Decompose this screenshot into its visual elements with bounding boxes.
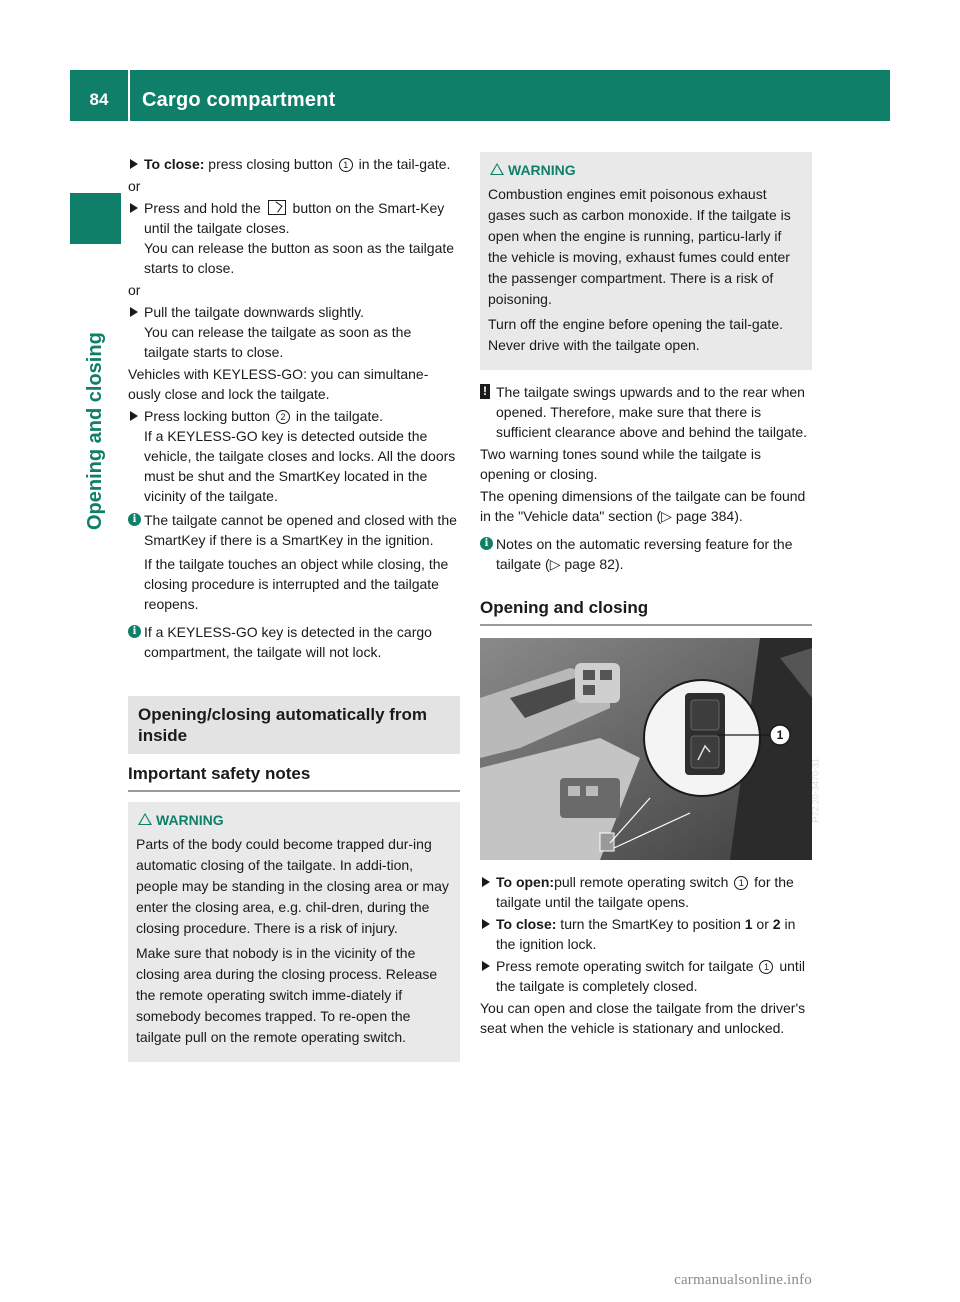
step-lock-button	[128, 406, 460, 506]
step-text: press closing button	[204, 156, 337, 172]
footer-watermark: carmanualsonline.info	[674, 1272, 812, 1288]
step-label: To close:	[496, 916, 557, 932]
figure-callout-number: 1	[776, 728, 784, 742]
step-text: turn the SmartKey to position	[556, 916, 745, 932]
warning-box	[128, 802, 460, 1062]
arrow-right-icon	[482, 961, 490, 971]
info-icon: i	[128, 625, 141, 638]
keyless-paragraph: Vehicles with KEYLESS-GO: you can simultane-ously close and lock the tailgate.	[128, 366, 429, 402]
arrow-right-icon	[482, 877, 490, 887]
step-label: To open:	[496, 874, 555, 890]
arrow-right-icon	[130, 159, 138, 169]
step-close-ignition	[480, 914, 812, 954]
callout-number: 2	[276, 410, 290, 424]
warning-label: WARNING	[156, 812, 224, 828]
warning-text: Turn off the engine before opening the tail-gate. Never drive with the tailgate open.	[488, 316, 783, 353]
info-text: If the tailgate touches an object while closing, the closing procedure is interrupted and the tailgate reopens.	[144, 556, 449, 612]
step-open	[480, 872, 812, 912]
info-note	[480, 534, 812, 574]
warning-box	[480, 152, 812, 370]
callout-number: 1	[339, 158, 353, 172]
subsection-heading: Important safety notes	[128, 754, 460, 792]
info-icon: i	[480, 537, 493, 550]
info-note	[128, 510, 460, 614]
warning-triangle-icon	[490, 163, 504, 175]
arrow-right-icon	[482, 919, 490, 929]
step-press-switch	[480, 956, 812, 996]
warning-title	[136, 810, 452, 830]
info-note	[128, 622, 460, 662]
tailgate-key-icon	[268, 200, 286, 215]
info-text: If a KEYLESS-GO key is detected in the cargo compartment, the tailgate will not lock.	[144, 624, 432, 660]
warning-label: WARNING	[508, 162, 576, 178]
step-text: in the tail-gate.	[354, 156, 451, 172]
page-number: 84	[89, 90, 109, 109]
step-close-button	[128, 154, 460, 174]
step-detail: You can release the button as soon as the tailgate starts to close.	[144, 240, 455, 276]
page-title: Cargo compartment	[142, 89, 336, 111]
callout-number: 1	[759, 960, 773, 974]
position-value: 2	[772, 916, 781, 932]
info-text: Notes on the automatic reversing feature for the tailgate (▷ page 82).	[496, 536, 793, 572]
step-smartkey	[128, 198, 460, 278]
warning-text: Combustion engines emit poisonous exhaust gases such as carbon monoxide. If the tailgate is open when the engine is running, particu-larly if the vehicle is moving, exhaust fumes could enter the passenger compartment. There is a risk of poisoning.	[488, 186, 791, 307]
step-label: To close:	[144, 156, 205, 172]
left-column	[128, 152, 460, 1062]
final-paragraph: You can open and close the tailgate from the driver's seat when the vehicle is stationary and unlocked.	[480, 1000, 806, 1036]
exclamation-icon: !	[480, 384, 490, 399]
step-text: pull remote operating switch	[554, 874, 733, 890]
arrow-right-icon	[130, 203, 138, 213]
warning-title	[488, 160, 804, 180]
info-icon: i	[128, 513, 141, 526]
door-switch-illustration	[480, 638, 821, 860]
warning-text: Make sure that nobody is in the vicinity of the closing area during the closing process. Release the remote operating switch imme-diately if somebody becomes trapped. To re-open the tailgate pull on the remote operating switch.	[136, 945, 438, 1045]
step-text: or	[752, 916, 773, 932]
tones-paragraph: Two warning tones sound while the tailgate is opening or closing.	[480, 446, 761, 482]
step-text: Press and hold the	[144, 200, 265, 216]
or-text: or	[128, 282, 141, 298]
header-divider	[128, 70, 130, 121]
step-text: Press remote operating switch for tailgate	[496, 958, 758, 974]
step-detail: If a KEYLESS-GO key is detected outside the vehicle, the tailgate closes and locks. All the doors must be shut and the SmartKey located in the vicinity of the tailgate.	[144, 428, 456, 504]
step-text: for the tailgate until the tailgate opens.	[496, 874, 794, 910]
position-value: 1	[744, 916, 753, 932]
step-detail: You can release the tailgate as soon as the tailgate starts to close.	[144, 324, 412, 360]
caution-note	[480, 382, 812, 442]
info-text: The tailgate cannot be opened and closed with the SmartKey if there is a SmartKey in the ignition.	[144, 512, 457, 548]
step-text: Pull the tailgate downwards slightly.	[144, 304, 364, 320]
caution-text: The tailgate swings upwards and to the rear when opened. Therefore, make sure that there is sufficient clearance above and behind the tailgate.	[496, 384, 808, 440]
arrow-right-icon	[130, 307, 138, 317]
figure-code: P72.20-3470-31	[811, 758, 821, 823]
sidebar-chapter-label: Opening and closing	[84, 332, 106, 530]
step-text: in the ignition lock.	[496, 916, 796, 952]
right-column	[480, 152, 821, 1038]
section-title: Opening/closing automatically from inside	[128, 696, 460, 754]
arrow-right-icon	[130, 411, 138, 421]
step-text: in the tailgate.	[291, 408, 384, 424]
step-pull-tailgate	[128, 302, 460, 362]
door-panel-drawing	[480, 638, 812, 860]
warning-text: Parts of the body could become trapped dur-ing automatic closing of the tailgate. In addi-tion, people may be standing in the closing area or may enter the closing area, e.g. chil-dren, during the closing procedure. There is a risk of injury.	[136, 836, 449, 936]
step-text: button on the Smart-Key until the tailgate closes.	[144, 200, 445, 236]
step-text: until the tailgate is completely closed.	[496, 958, 806, 994]
callout-number: 1	[734, 876, 748, 890]
or-text: or	[128, 178, 141, 194]
dimensions-paragraph: The opening dimensions of the tailgate can be found in the "Vehicle data" section (▷ page 384).	[480, 488, 806, 524]
step-text: Press locking button	[144, 408, 274, 424]
page-header	[70, 70, 890, 121]
warning-triangle-icon	[138, 813, 152, 825]
subsection-heading: Opening and closing	[480, 588, 812, 626]
